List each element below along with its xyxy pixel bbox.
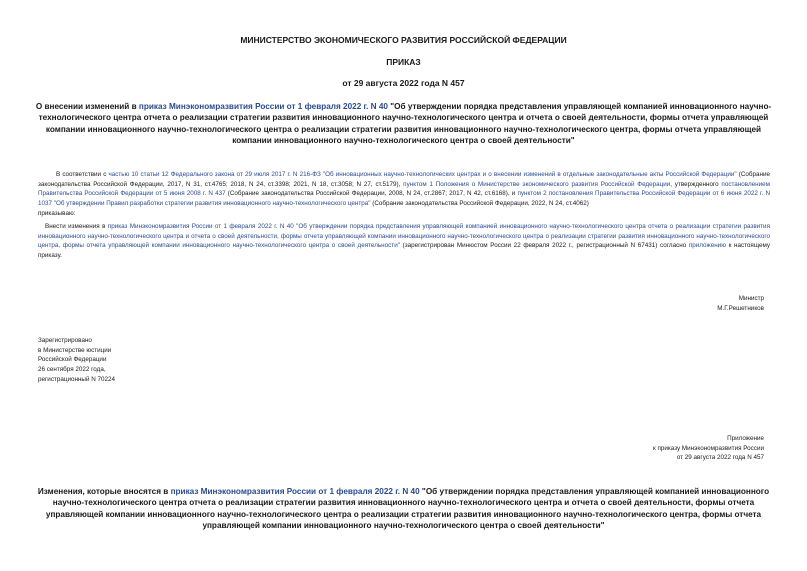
signature-name: М.Г.Решетников [717, 305, 764, 312]
preamble-text-4: (Собрание законодательства Российской Федерации, 2008, N 24, ст.2867; 2017, N 42, ст.6168), и [225, 190, 518, 198]
order-text-2: (зарегистрирован Минюстом России 22 февраля 2022 г., регистрационный N 67431) согласно [399, 242, 689, 250]
document-type: ПРИКАЗ [386, 57, 421, 67]
appendix-title-prefix: Изменения, которые вносятся в [37, 487, 171, 496]
orders-label: приказываю: [38, 210, 76, 217]
appendix-title-order-link[interactable]: приказ Минэкономразвития России от 1 февраля 2022 г. N 40 [170, 487, 420, 496]
government-resolution-1037-link[interactable]: пунктом 2 постановления Правительства Российской Федерации от 6 июня 2022 г. N 1037 "Об утверждении Правил разработки стратегии развития инновационного научно-технологического центра" [38, 190, 770, 207]
preamble-text-1: В соответствии с [56, 171, 109, 178]
amended-order-link[interactable]: приказ Минэкономразвития России от 1 февраля 2022 г. N 40 "Об утверждении порядка представления управляющей компанией инновационного научно-технологического центра отчета о реализации стратегии развития инновационного научно-технологического центра и отчета о своей деятельности, формы отчета управляющей компании инновационного научно-технологического центра о реализации стратегии развития инновационного научно-технологического центра, формы отчета управляющей компании инновационного научно-технологического центра о своей деятельности" [38, 223, 770, 250]
order-text-1: Внести изменения в [45, 223, 108, 230]
preamble-text-5: (Собрание законодательства Российской Федерации, 2022, N 24, ст.4062) [370, 199, 589, 207]
registration-line: Российской Федерации [38, 356, 107, 364]
signature-block [717, 294, 764, 314]
title-prefix: О внесении изменений в [35, 102, 139, 111]
government-resolution-437-link[interactable]: постановлением Правительства Российской Федерации от 5 июня 2008 г. N 437 [38, 180, 770, 198]
ministry-regulation-link[interactable]: пунктом 1 Положения о Министерстве экономического развития Российской Федерации [403, 180, 671, 188]
appendix-title [26, 486, 781, 532]
order-text-3: к настоящему приказу. [38, 242, 770, 259]
registration-line: регистрационный N 70224 [38, 375, 116, 383]
ministry-heading: МИНИСТЕРСТВО ЭКОНОМИЧЕСКОГО РАЗВИТИЯ РОССИЙСКОЙ ФЕДЕРАЦИИ [240, 35, 567, 45]
registration-line: 26 сентября 2022 года, [38, 366, 106, 374]
appendix-link[interactable]: приложению [688, 242, 726, 250]
document-title [26, 101, 781, 147]
appendix-line: к приказу Минэкономразвития России [652, 444, 764, 452]
appendix-line: Приложение [727, 435, 764, 442]
order-paragraph [38, 222, 770, 260]
federal-law-link[interactable]: частью 10 статьи 12 Федерального закона от 29 июля 2017 г. N 216-ФЗ "Об инновационных научно-технологических центрах и о внесении изменений в отдельные законодательные акты Российской Федерации" [108, 171, 737, 178]
preamble-text-3: , утвержденного [670, 180, 722, 188]
appendix-title-rest: "Об утверждении порядка представления управляющей компанией инновационного научно-технологического центра отчета о реализации стратегии развития инновационного научно-технологического центра и отчета о своей деятельности, формы отчета управляющей компании инновационного научно-технологического центра о реализации стратегии развития инновационного научно-технологического центра, формы отчета управляющей компании инновационного научно-технологического центра о своей деятельности" [45, 487, 770, 531]
registration-block [38, 336, 115, 385]
title-rest: "Об утверждении порядка представления управляющей компанией инновационного научно-технологического центра отчета о реализации стратегии развития инновационного научно-технологического центра и отчета о своей деятельности, формы отчета управляющей компании инновационного научно-технологического центра о реализации стратегии развития инновационного научно-технологического центра, формы отчета управляющей компании инновационного научно-технологического центра о своей деятельности" [38, 102, 772, 146]
registration-line: Зарегистрировано [38, 337, 92, 344]
preamble-paragraph [38, 170, 770, 208]
preamble-text-2: (Собрание законодательства Российской Федерации, 2017, N 31, ст.4765; 2018, N 24, ст.3398; 2021, N 18, ст.3058; N 27, ст.5179), [38, 171, 770, 188]
appendix-block [653, 434, 764, 463]
signature-position: Министр [738, 295, 764, 302]
registration-line: в Министерстве юстиции [38, 346, 112, 354]
document-date-number: от 29 августа 2022 года N 457 [342, 78, 465, 88]
title-order-link[interactable]: приказ Минэкономразвития России от 1 февраля 2022 г. N 40 [138, 102, 388, 111]
appendix-line: от 29 августа 2022 года N 457 [676, 454, 764, 462]
